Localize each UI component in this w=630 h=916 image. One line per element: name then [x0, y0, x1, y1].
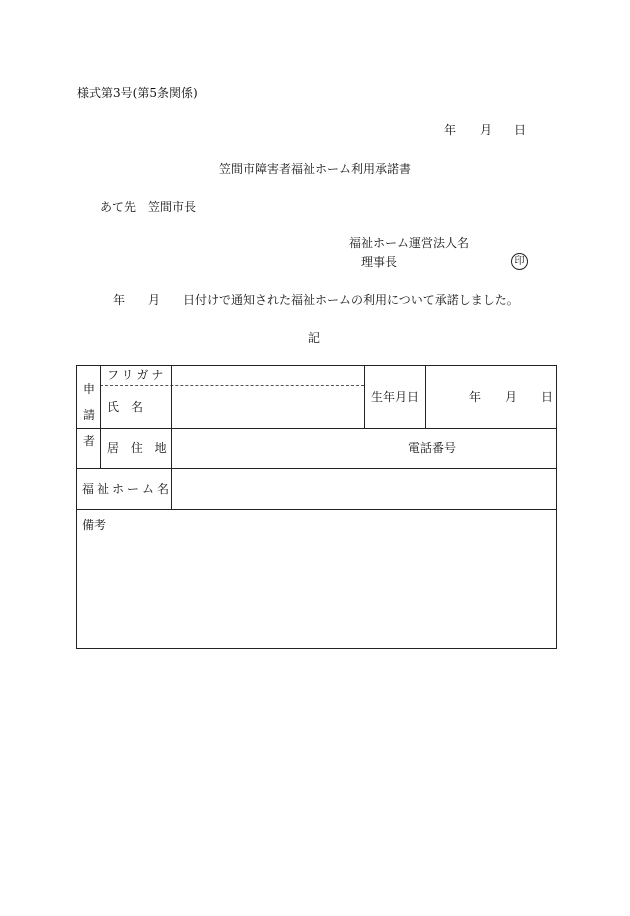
- applicant-label: 申 請 者: [82, 382, 95, 448]
- col-divider-birth-label-right: [425, 366, 426, 428]
- col-divider-applicant: [100, 366, 101, 468]
- remarks-label: 備考: [82, 518, 107, 532]
- phone-label: 電話番号: [408, 441, 457, 455]
- birth-day-label: 日: [541, 390, 554, 404]
- address-label: 居 住 地: [107, 441, 167, 455]
- seal-mark: 印: [511, 253, 528, 270]
- director-label: 理事長: [361, 255, 398, 269]
- addressee: あて先 笠間市長: [100, 200, 197, 214]
- birthdate-label: 生年月日: [371, 390, 420, 404]
- birth-month-label: 月: [505, 390, 518, 404]
- corporation-name-label: 福祉ホーム運営法人名: [349, 236, 470, 250]
- statement-month-label: 月: [148, 293, 161, 307]
- date-day-label: 日: [514, 123, 527, 137]
- application-table: [76, 365, 557, 649]
- document-title: 笠間市障害者福祉ホーム利用承諾書: [219, 162, 412, 176]
- statement-year-label: 年: [113, 293, 126, 307]
- row-divider-home: [77, 468, 556, 469]
- row-divider-remarks: [77, 509, 556, 510]
- date-year-label: 年: [444, 123, 457, 137]
- form-number: 様式第3号(第5条関係): [77, 86, 198, 100]
- statement-text: 日付けで通知された福祉ホームの利用について承諾しました。: [183, 293, 519, 307]
- ki-label: 記: [308, 331, 321, 345]
- furigana-label: フリガナ: [107, 368, 167, 382]
- col-divider-birth-label-left: [364, 366, 365, 428]
- date-month-label: 月: [480, 123, 493, 137]
- furigana-divider: [100, 385, 364, 386]
- row-divider-address: [77, 428, 556, 429]
- birth-year-label: 年: [469, 390, 482, 404]
- home-name-label: 福祉ホーム名: [82, 482, 173, 496]
- name-label: 氏 名: [107, 400, 144, 414]
